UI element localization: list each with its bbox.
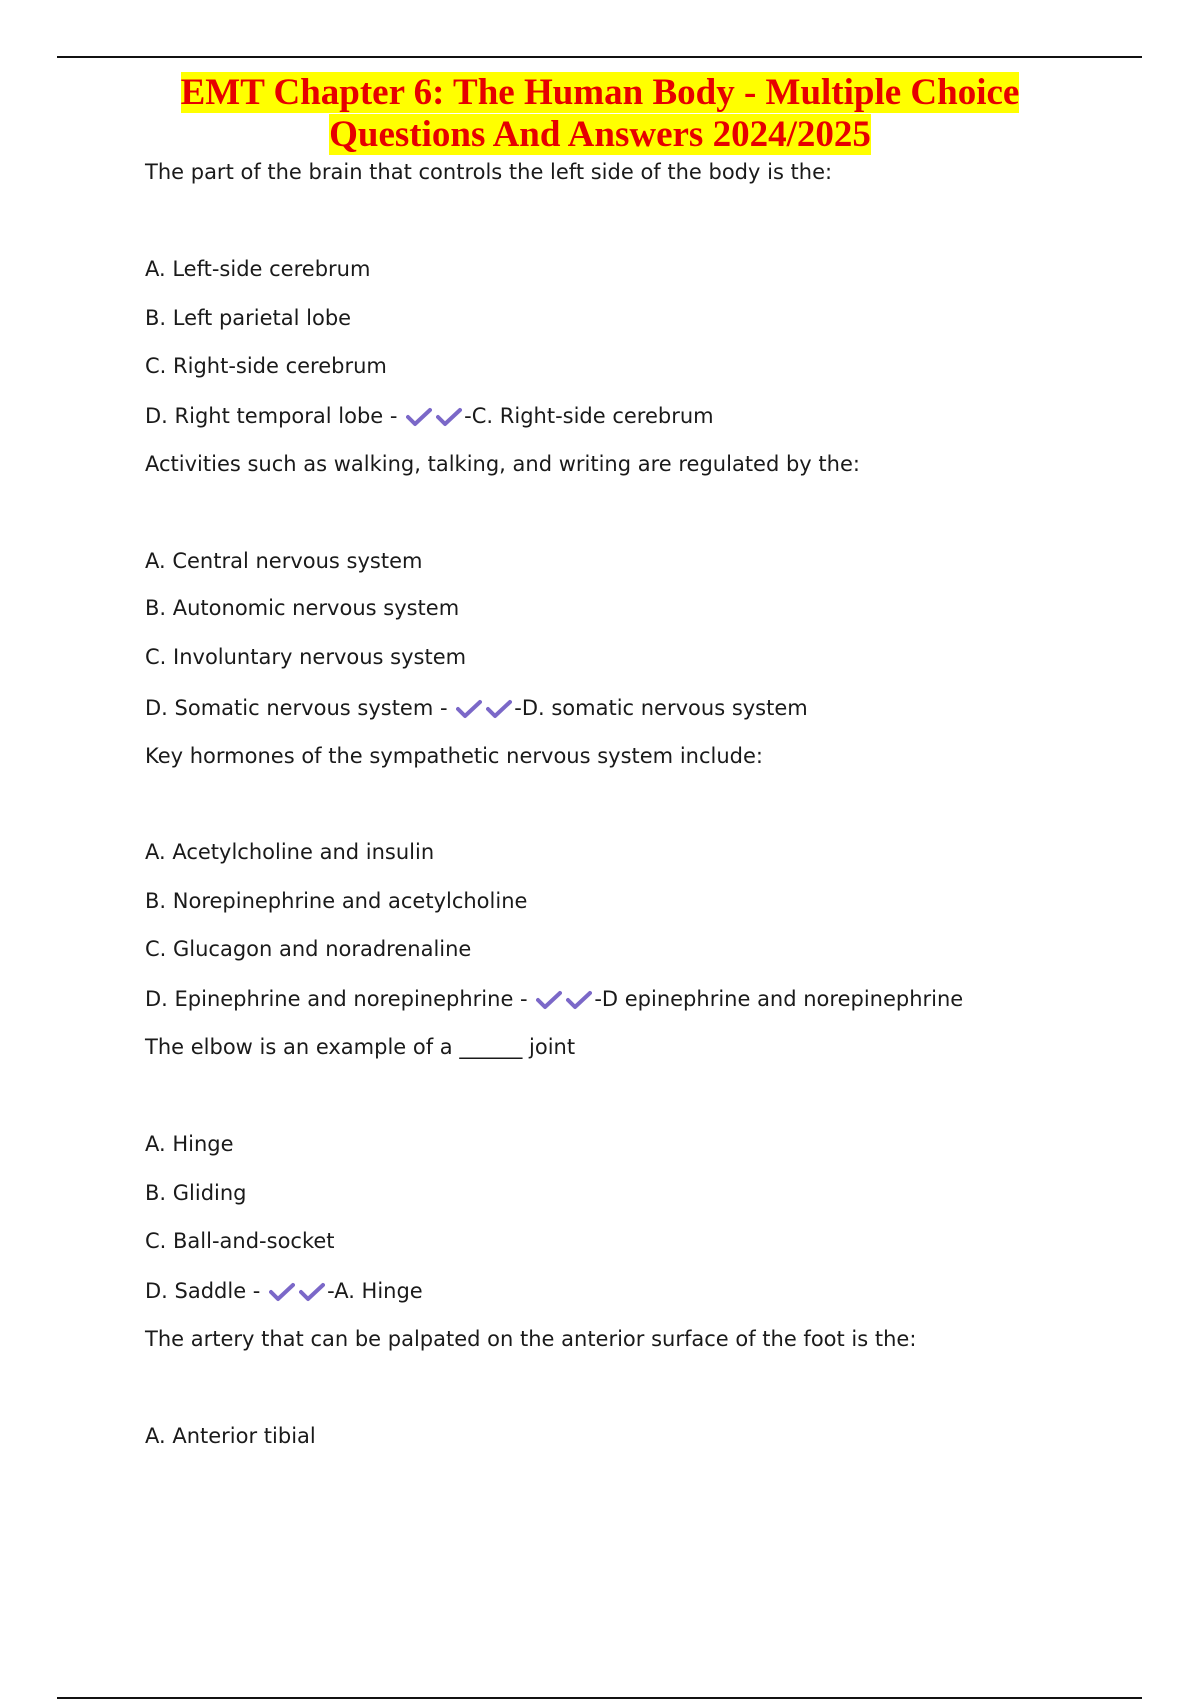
- q3-option-c: C. Glucagon and noradrenaline: [145, 937, 472, 961]
- question-5: The artery that can be palpated on the anterior surface of the foot is the:: [145, 1327, 917, 1351]
- q2-option-c: C. Involuntary nervous system: [145, 645, 467, 669]
- question-2: Activities such as walking, talking, and writing are regulated by the:: [145, 452, 860, 476]
- q4-option-b: B. Gliding: [145, 1181, 247, 1205]
- question-1: The part of the brain that controls the left side of the body is the:: [145, 160, 833, 184]
- title-line-2: Questions And Answers 2024/2025: [329, 114, 871, 155]
- checkmark-icon: [406, 407, 432, 427]
- checkmark-icon: [436, 407, 462, 427]
- top-rule: [57, 56, 1142, 58]
- q1-option-d-row: [145, 403, 714, 429]
- q2-option-d: D. Somatic nervous system -: [145, 696, 448, 720]
- q2-answer: -D. somatic nervous system: [514, 696, 808, 720]
- q1-option-d: D. Right temporal lobe -: [145, 404, 398, 428]
- checkmark-icon: [536, 990, 562, 1010]
- checkmark-icon: [456, 699, 482, 719]
- q3-option-d: D. Epinephrine and norepinephrine -: [145, 987, 528, 1011]
- q3-option-a: A. Acetylcholine and insulin: [145, 840, 435, 864]
- question-3: Key hormones of the sympathetic nervous system include:: [145, 744, 763, 768]
- bottom-rule: [57, 1697, 1142, 1699]
- q3-option-b: B. Norepinephrine and acetylcholine: [145, 889, 528, 913]
- page-title: [100, 72, 1100, 156]
- title-line-1: EMT Chapter 6: The Human Body - Multiple Choice: [180, 72, 1020, 113]
- q4-option-d: D. Saddle -: [145, 1279, 261, 1303]
- checkmark-icon: [269, 1282, 295, 1302]
- q4-option-c: C. Ball-and-socket: [145, 1229, 335, 1253]
- q1-answer: -C. Right-side cerebrum: [464, 404, 714, 428]
- checkmark-icon: [566, 990, 592, 1010]
- q4-answer: -A. Hinge: [327, 1279, 423, 1303]
- question-4: The elbow is an example of a ______ joint: [145, 1035, 576, 1059]
- q2-option-a: A. Central nervous system: [145, 549, 423, 573]
- checkmark-icon: [486, 699, 512, 719]
- q3-answer: -D epinephrine and norepinephrine: [594, 987, 964, 1011]
- q1-option-c: C. Right-side cerebrum: [145, 354, 387, 378]
- q1-option-b: B. Left parietal lobe: [145, 306, 352, 330]
- q4-option-d-row: [145, 1278, 423, 1304]
- q2-option-b: B. Autonomic nervous system: [145, 596, 460, 620]
- checkmark-icon: [299, 1282, 325, 1302]
- q4-option-a: A. Hinge: [145, 1132, 234, 1156]
- q5-option-a: A. Anterior tibial: [145, 1424, 316, 1448]
- q1-option-a: A. Left-side cerebrum: [145, 257, 371, 281]
- q3-option-d-row: [145, 986, 963, 1012]
- q2-option-d-row: [145, 695, 808, 721]
